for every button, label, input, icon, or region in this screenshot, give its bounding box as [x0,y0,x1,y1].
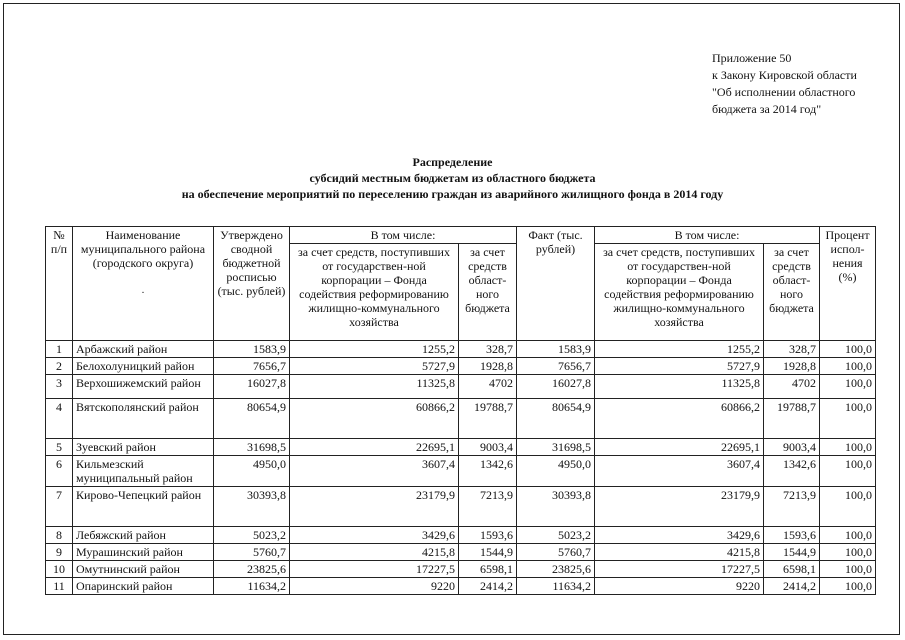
row-approved: 16027,8 [214,375,290,399]
table-row [46,399,876,439]
row-fact: 5760,7 [517,544,595,561]
row-number: 11 [46,578,73,595]
row-fund-1: 60866,2 [290,399,459,439]
row-number: 5 [46,439,73,456]
row-regional-2: 1593,6 [764,527,820,544]
row-name: Арбажский район [73,341,214,358]
row-name: Омутнинский район [73,561,214,578]
table-row [46,456,876,487]
table-row [46,439,876,456]
row-fact: 5023,2 [517,527,595,544]
header-num: № п/п [46,227,73,341]
row-approved: 1583,9 [214,341,290,358]
row-number: 10 [46,561,73,578]
row-fund-1: 11325,8 [290,375,459,399]
row-regional-2: 4702 [764,375,820,399]
row-regional-2: 1544,9 [764,544,820,561]
row-percent: 100,0 [820,561,876,578]
row-fund-1: 5727,9 [290,358,459,375]
row-regional-1: 328,7 [459,341,517,358]
row-fund-1: 9220 [290,578,459,595]
row-fund-1: 3607,4 [290,456,459,487]
row-fund-2: 23179,9 [595,487,764,527]
row-regional-2: 2414,2 [764,578,820,595]
table-body [46,341,876,595]
row-fact: 4950,0 [517,456,595,487]
row-fund-1: 1255,2 [290,341,459,358]
title-line-1: Распределение [412,155,493,169]
header-fact: Факт (тыс. рублей) [517,227,595,341]
row-percent: 100,0 [820,439,876,456]
row-percent: 100,0 [820,527,876,544]
row-fund-2: 22695,1 [595,439,764,456]
table-row [46,341,876,358]
row-number: 3 [46,375,73,399]
row-fund-2: 1255,2 [595,341,764,358]
row-fact: 7656,7 [517,358,595,375]
table-row [46,375,876,399]
row-number: 6 [46,456,73,487]
header-regional-1: за счет средств област-ного бюджета [459,244,517,341]
row-name: Опаринский район [73,578,214,595]
row-percent: 100,0 [820,578,876,595]
row-name: Кирово-Чепецкий район [73,487,214,527]
row-fund-1: 4215,8 [290,544,459,561]
subsidy-table [45,226,876,595]
row-fund-2: 5727,9 [595,358,764,375]
row-approved: 7656,7 [214,358,290,375]
row-regional-2: 1342,6 [764,456,820,487]
row-fact: 23825,6 [517,561,595,578]
appendix-line-3: "Об исполнении областного [712,85,856,99]
row-approved: 23825,6 [214,561,290,578]
header-percent: Процент испол-нения (%) [820,227,876,341]
row-fund-2: 3429,6 [595,527,764,544]
row-name: Кильмезский муниципальный район [73,456,214,487]
row-fund-1: 3429,6 [290,527,459,544]
row-regional-1: 19788,7 [459,399,517,439]
row-fund-2: 60866,2 [595,399,764,439]
row-name: Белохолуницкий район [73,358,214,375]
row-name: Вятскополянский район [73,399,214,439]
row-percent: 100,0 [820,487,876,527]
table-row [46,561,876,578]
row-fund-2: 3607,4 [595,456,764,487]
row-regional-2: 1928,8 [764,358,820,375]
row-percent: 100,0 [820,544,876,561]
row-fact: 31698,5 [517,439,595,456]
row-fund-2: 4215,8 [595,544,764,561]
row-number: 2 [46,358,73,375]
row-number: 7 [46,487,73,527]
row-fund-1: 17227,5 [290,561,459,578]
row-fund-1: 22695,1 [290,439,459,456]
row-fact: 16027,8 [517,375,595,399]
row-percent: 100,0 [820,341,876,358]
title-line-3: на обеспечение мероприятий по переселению граждан из аварийного жилищного фонда в 2014 году [181,187,724,201]
row-regional-1: 6598,1 [459,561,517,578]
row-regional-1: 7213,9 [459,487,517,527]
row-approved: 5760,7 [214,544,290,561]
table-row [46,487,876,527]
header-name: Наименование муниципального района (городского округа) . [73,227,214,341]
appendix-block [712,50,857,118]
header-including-1: В том числе: [290,227,517,244]
row-number: 8 [46,527,73,544]
row-approved: 80654,9 [214,399,290,439]
row-regional-2: 19788,7 [764,399,820,439]
row-approved: 11634,2 [214,578,290,595]
row-fund-2: 9220 [595,578,764,595]
row-name: Зуевский район [73,439,214,456]
row-fact: 11634,2 [517,578,595,595]
row-percent: 100,0 [820,456,876,487]
row-regional-1: 1928,8 [459,358,517,375]
row-name: Мурашинский район [73,544,214,561]
table-row [46,544,876,561]
row-name: Лебяжский район [73,527,214,544]
row-regional-2: 7213,9 [764,487,820,527]
table-row [46,358,876,375]
appendix-line-2: к Закону Кировской области [712,68,857,82]
document-title [0,154,905,202]
header-approved: Утверждено сводной бюджетной росписью (тыс. рублей) [214,227,290,341]
row-name: Верхошижемский район [73,375,214,399]
row-fund-1: 23179,9 [290,487,459,527]
row-regional-1: 1544,9 [459,544,517,561]
row-percent: 100,0 [820,399,876,439]
header-fund-2: за счет средств, поступивших от государствен-ной корпорации – Фонда содействия реформированию жилищно-коммунального хозяйства [595,244,764,341]
header-including-2: В том числе: [595,227,820,244]
row-regional-2: 9003,4 [764,439,820,456]
table-row [46,527,876,544]
header-fund-1: за счет средств, поступивших от государствен-ной корпорации – Фонда содействия реформированию жилищно-коммунального хозяйства [290,244,459,341]
row-regional-2: 328,7 [764,341,820,358]
row-regional-1: 1593,6 [459,527,517,544]
row-approved: 5023,2 [214,527,290,544]
row-percent: 100,0 [820,375,876,399]
row-fund-2: 17227,5 [595,561,764,578]
row-fact: 1583,9 [517,341,595,358]
row-regional-1: 4702 [459,375,517,399]
appendix-line-1: Приложение 50 [712,51,792,65]
row-percent: 100,0 [820,358,876,375]
row-approved: 31698,5 [214,439,290,456]
row-approved: 30393,8 [214,487,290,527]
row-regional-1: 9003,4 [459,439,517,456]
row-fact: 80654,9 [517,399,595,439]
appendix-line-4: бюджета за 2014 год" [712,102,822,116]
row-regional-1: 2414,2 [459,578,517,595]
row-fund-2: 11325,8 [595,375,764,399]
row-regional-2: 6598,1 [764,561,820,578]
row-number: 4 [46,399,73,439]
row-number: 9 [46,544,73,561]
title-line-2: субсидий местным бюджетам из областного бюджета [309,171,596,185]
row-approved: 4950,0 [214,456,290,487]
table-row [46,578,876,595]
row-number: 1 [46,341,73,358]
row-regional-1: 1342,6 [459,456,517,487]
row-fact: 30393,8 [517,487,595,527]
header-regional-2: за счет средств област-ного бюджета [764,244,820,341]
